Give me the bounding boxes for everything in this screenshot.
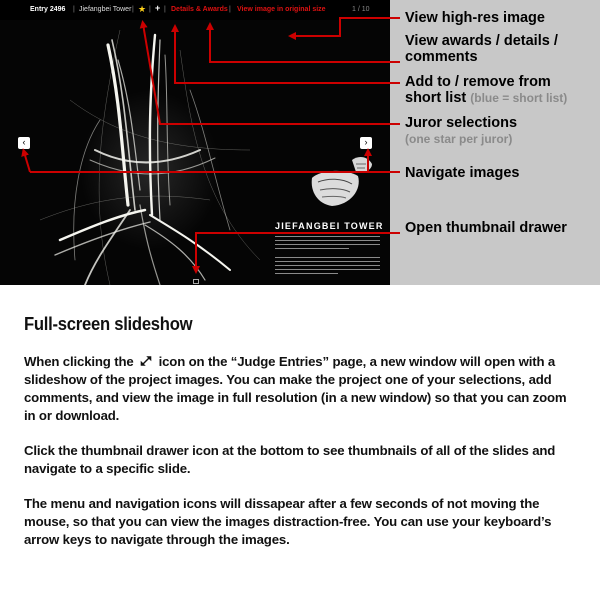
paragraph-text: icon on the “Judge Entries” page, a new window will open with a slideshow of the project images. You can make the project one of your selections, add comments, and view the image in full resolution (in a new window) so that you can zoom in or download.	[24, 354, 567, 423]
callout-high-res	[405, 10, 545, 26]
slideshow-viewer	[0, 0, 390, 285]
callout-navigate	[405, 165, 519, 181]
image-caption-lines	[275, 257, 380, 277]
callout-text: Open thumbnail drawer	[405, 220, 567, 236]
callout-text: Navigate images	[405, 165, 520, 181]
callout-awards	[405, 33, 558, 65]
star-icon[interactable]: ★	[138, 4, 147, 14]
page-title: Full-screen slideshow	[24, 313, 193, 334]
help-article	[24, 313, 580, 566]
details-awards-link[interactable]: Details & Awards	[171, 6, 228, 13]
callout-text: comments	[405, 49, 478, 65]
image-caption-lines	[275, 236, 380, 252]
paragraph-intro	[24, 353, 580, 425]
annotated-screenshot	[0, 0, 600, 285]
callout-text: Add to / remove from	[405, 74, 551, 90]
paragraph-text: When clicking the	[24, 354, 134, 369]
paragraph-drawer: Click the thumbnail drawer icon at the bottom to see thumbnails of all of the slides and navigate to a specific slide.	[24, 443, 556, 476]
callout-drawer	[405, 220, 567, 236]
callout-text: View awards / details /	[405, 33, 558, 49]
callout-text: short list	[405, 90, 467, 106]
plus-icon[interactable]: +	[155, 3, 161, 13]
view-original-size-link[interactable]: View image in original size	[237, 6, 326, 13]
callout-short-list	[405, 74, 567, 106]
thumbnail-drawer-icon[interactable]	[193, 279, 199, 284]
slide-counter: 1 / 10	[352, 6, 370, 13]
project-name: Jiefangbei Tower	[79, 6, 132, 13]
menu-divider: |	[164, 6, 166, 13]
image-title-text: JIEFANGBEI TOWER	[275, 221, 384, 231]
menu-divider: |	[229, 6, 231, 13]
entry-number: Entry 2496	[30, 6, 66, 13]
callout-note: (blue = short list)	[470, 91, 568, 105]
paragraph-navigation: The menu and navigation icons will dissapear after a few seconds of not moving the mouse, so that you can view the images distraction-free. You can use your keyboard’s arrow keys to navigate through the images.	[24, 496, 552, 547]
expand-arrows-icon	[139, 355, 153, 367]
callout-text: View high-res image	[405, 10, 545, 26]
menu-divider: |	[132, 6, 134, 13]
callout-note: (one star per juror)	[405, 132, 513, 146]
slideshow-menu-bar	[0, 0, 390, 20]
callout-text: Juror selections	[405, 115, 518, 131]
next-image-button[interactable]: ›	[360, 137, 372, 149]
previous-image-button[interactable]: ‹	[18, 137, 30, 149]
callout-juror	[405, 115, 517, 147]
menu-divider: |	[149, 6, 151, 13]
menu-divider: |	[73, 6, 75, 13]
